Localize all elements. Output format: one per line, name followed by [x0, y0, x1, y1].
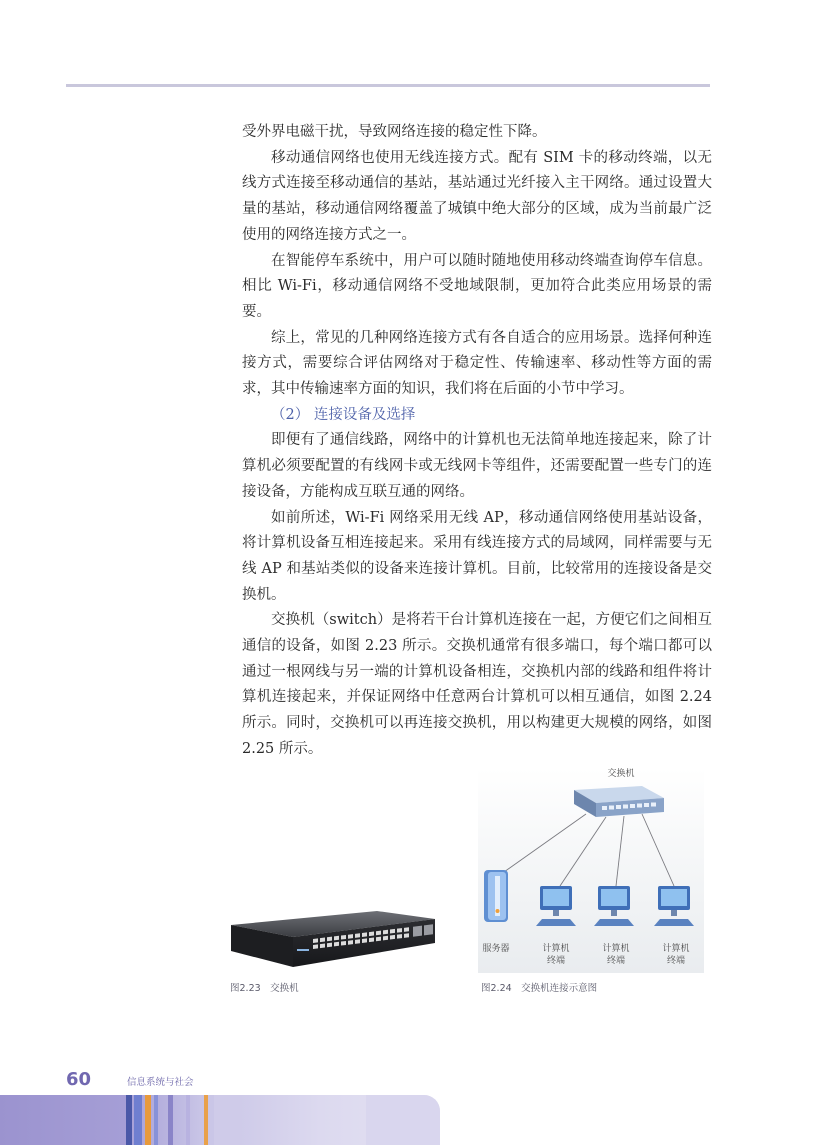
- terminal-label: 终端: [546, 956, 566, 966]
- terminal-label: 终端: [666, 956, 686, 966]
- terminal-label: 终端: [606, 956, 626, 966]
- computer-icon: [536, 886, 576, 926]
- server-label: 服务器: [482, 944, 510, 954]
- switch-connection-diagram: [478, 768, 704, 973]
- paragraph: 在智能停车系统中，用户可以随时随地使用移动终端查询停车信息。相比 Wi-Fi，移动通信网络不受地域限制，更加符合此类应用场景的需要。: [242, 252, 712, 320]
- paragraph: 如前所述，Wi-Fi 网络采用无线 AP，移动通信网络使用基站设备，将计算机设备互相连接起来。采用有线连接方式的局域网，同样需要与无线 AP 和基站类似的设备来连接计算机。目前，比较常用的连接设备是交换机。: [242, 509, 712, 603]
- header-rule: [66, 84, 710, 87]
- computer-icon: [654, 886, 694, 926]
- paragraph: 移动通信网络也使用无线连接方式。配有 SIM 卡的移动终端，以无线方式连接至移动通信的基站，基站通过光纤接入主干网络。通过设置大量的基站，移动通信网络覆盖了城镇中绝大部分的区域，成为当前最广泛使用的网络连接方式之一。: [242, 149, 712, 243]
- terminal-label: 计算机: [662, 944, 690, 954]
- terminal-label: 计算机: [542, 944, 570, 954]
- section-subheading: （2） 连接设备及选择: [271, 406, 416, 423]
- server-icon: [484, 870, 508, 922]
- paragraph: 交换机（switch）是将若干台计算机连接在一起，方便它们之间相互通信的设备，如图 2.23 所示。交换机通常有很多端口，每个端口都可以通过一根网线与另一端的计算机设备相连，交换机内部的线路和组件将计算机连接起来，并保证网络中任意两台计算机可以相互通信，如图 2.24 所示。同时，交换机可以再连接交换机，用以构建更大规模的网络，如图 2.25 所示。: [242, 612, 712, 757]
- footer-band: [0, 1095, 440, 1145]
- figure-caption: 图2.23 交换机: [230, 983, 299, 994]
- figure-caption: 图2.24 交换机连接示意图: [481, 983, 598, 994]
- terminal-label: 计算机: [602, 944, 630, 954]
- book-title: 信息系统与社会: [127, 1077, 194, 1088]
- page-number: 60: [66, 1069, 92, 1090]
- paragraph: 受外界电磁干扰，导致网络连接的稳定性下降。: [242, 124, 547, 140]
- body-text: [242, 120, 712, 763]
- computer-icon: [594, 886, 634, 926]
- paragraph: 即便有了通信线路，网络中的计算机也无法简单地连接起来，除了计算机必须要配置的有线网卡或无线网卡等组件，还需要配置一些专门的连接设备，方能构成互联互通的网络。: [242, 432, 712, 500]
- switch-label: 交换机: [607, 769, 635, 779]
- switch-photo: [227, 905, 437, 971]
- paragraph: 综上，常见的几种网络连接方式有各自适合的应用场景。选择何种连接方式，需要综合评估网络对于稳定性、传输速率、移动性等方面的需求，其中传输速率方面的知识，我们将在后面的小节中学习。: [242, 329, 712, 398]
